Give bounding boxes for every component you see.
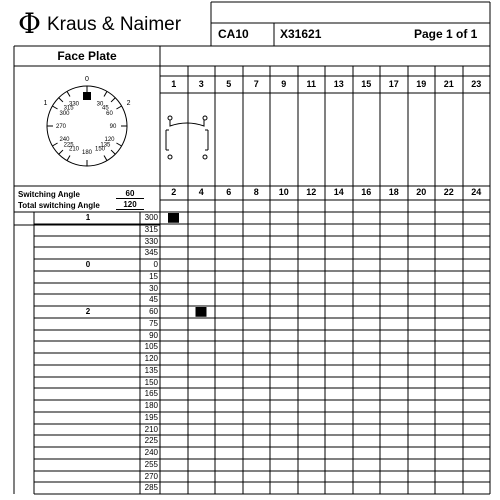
terminal-top-9: 9 xyxy=(281,79,287,89)
dial-angle-label: 210 xyxy=(68,146,80,153)
angle-cell: 330 xyxy=(144,236,158,246)
angle-cell: 165 xyxy=(144,389,158,399)
total-switching-angle-label: Total switching Angle xyxy=(18,201,100,210)
terminal-top-5: 5 xyxy=(226,79,232,89)
angle-cell: 90 xyxy=(149,330,158,340)
angle-cell: 105 xyxy=(144,342,158,352)
terminal-bottom-2: 2 xyxy=(171,187,177,197)
terminal-bottom-24: 24 xyxy=(471,187,482,197)
drawing-number: X31621 xyxy=(280,27,322,41)
angle-cell: 210 xyxy=(144,424,158,434)
dial-angle-label: 90 xyxy=(109,124,117,130)
angle-cell: 195 xyxy=(144,412,158,422)
terminal-bottom-14: 14 xyxy=(333,187,344,197)
terminal-top-11: 11 xyxy=(306,79,316,89)
dial-angle-label: 120 xyxy=(104,137,115,143)
terminal-bottom-10: 10 xyxy=(278,187,289,197)
dial-angle-label: 315 xyxy=(63,105,74,112)
dial-angle-label: 180 xyxy=(81,150,93,156)
dial-angle-label: 225 xyxy=(63,142,74,149)
dial-angle-label: 300 xyxy=(59,111,70,117)
angle-cell: 30 xyxy=(149,283,158,293)
terminal-top-23: 23 xyxy=(471,79,482,89)
terminal-bottom-8: 8 xyxy=(253,187,259,197)
brand-logo xyxy=(18,7,182,40)
dial-angle-label: 30 xyxy=(96,101,104,108)
angle-cell: 150 xyxy=(144,377,158,387)
dial-position-mark: 1 xyxy=(43,100,48,107)
angle-cell: 345 xyxy=(144,248,158,258)
angle-cell: 300 xyxy=(144,213,158,222)
dial-angle-label: 150 xyxy=(94,146,106,153)
contact-closed-mark xyxy=(168,213,179,223)
angle-cell: 270 xyxy=(144,471,158,481)
angle-cell: 45 xyxy=(149,295,158,305)
dial-angle-label: 270 xyxy=(55,124,67,130)
terminal-bottom-4: 4 xyxy=(198,187,204,197)
angle-cell: 15 xyxy=(149,271,158,281)
terminal-bottom-18: 18 xyxy=(388,187,399,197)
terminal-top-17: 17 xyxy=(388,79,399,89)
contact-closed-mark xyxy=(196,307,207,317)
dial-pointer xyxy=(83,92,91,100)
dial-angle-label: 60 xyxy=(106,111,113,117)
terminal-top-3: 3 xyxy=(198,79,204,89)
terminal-top-15: 15 xyxy=(361,79,372,89)
terminal-bottom-22: 22 xyxy=(443,187,454,197)
position-label: 0 xyxy=(85,260,91,269)
angle-cell: 60 xyxy=(149,307,158,316)
contact-schematic-icon xyxy=(166,116,208,159)
angle-cell: 180 xyxy=(144,401,158,410)
terminal-top-1: 1 xyxy=(171,79,177,89)
total-switching-angle-value: 120 xyxy=(116,200,144,210)
terminal-bottom-16: 16 xyxy=(361,187,372,197)
terminal-top-19: 19 xyxy=(416,79,427,89)
angle-cell: 0 xyxy=(153,260,158,269)
terminal-bottom-6: 6 xyxy=(226,187,232,197)
dial-position-mark: 0 xyxy=(85,76,89,83)
position-label: 2 xyxy=(85,307,91,316)
angle-cell: 285 xyxy=(144,483,158,493)
terminal-top-7: 7 xyxy=(253,79,259,89)
angle-cell: 225 xyxy=(144,436,158,446)
angle-cell: 135 xyxy=(144,365,158,375)
angle-cell: 120 xyxy=(144,354,158,363)
dial-position-mark: 2 xyxy=(126,100,131,107)
dial-angle-label: 135 xyxy=(100,142,111,149)
page-indicator: Page 1 of 1 xyxy=(414,27,478,41)
angle-cell: 315 xyxy=(144,224,158,234)
angle-cell: 240 xyxy=(144,448,158,457)
series-code: CA10 xyxy=(218,27,249,41)
terminal-bottom-12: 12 xyxy=(306,187,317,197)
dial-angle-label: 45 xyxy=(102,105,109,112)
switching-angle-label: Switching Angle xyxy=(18,190,80,199)
dial-angle-label: 330 xyxy=(68,101,80,108)
switching-angle-value: 60 xyxy=(116,189,144,199)
terminal-top-21: 21 xyxy=(443,79,454,89)
position-label: 1 xyxy=(85,213,91,222)
terminal-bottom-20: 20 xyxy=(416,187,427,197)
brand-symbol: Φ xyxy=(18,7,41,40)
angle-cell: 255 xyxy=(144,459,158,469)
faceplate-title: Face Plate xyxy=(57,49,117,63)
dial-angle-label: 240 xyxy=(59,137,70,143)
angle-cell: 75 xyxy=(149,318,158,328)
brand-name: Kraus & Naimer xyxy=(46,13,182,35)
terminal-top-13: 13 xyxy=(333,79,344,89)
